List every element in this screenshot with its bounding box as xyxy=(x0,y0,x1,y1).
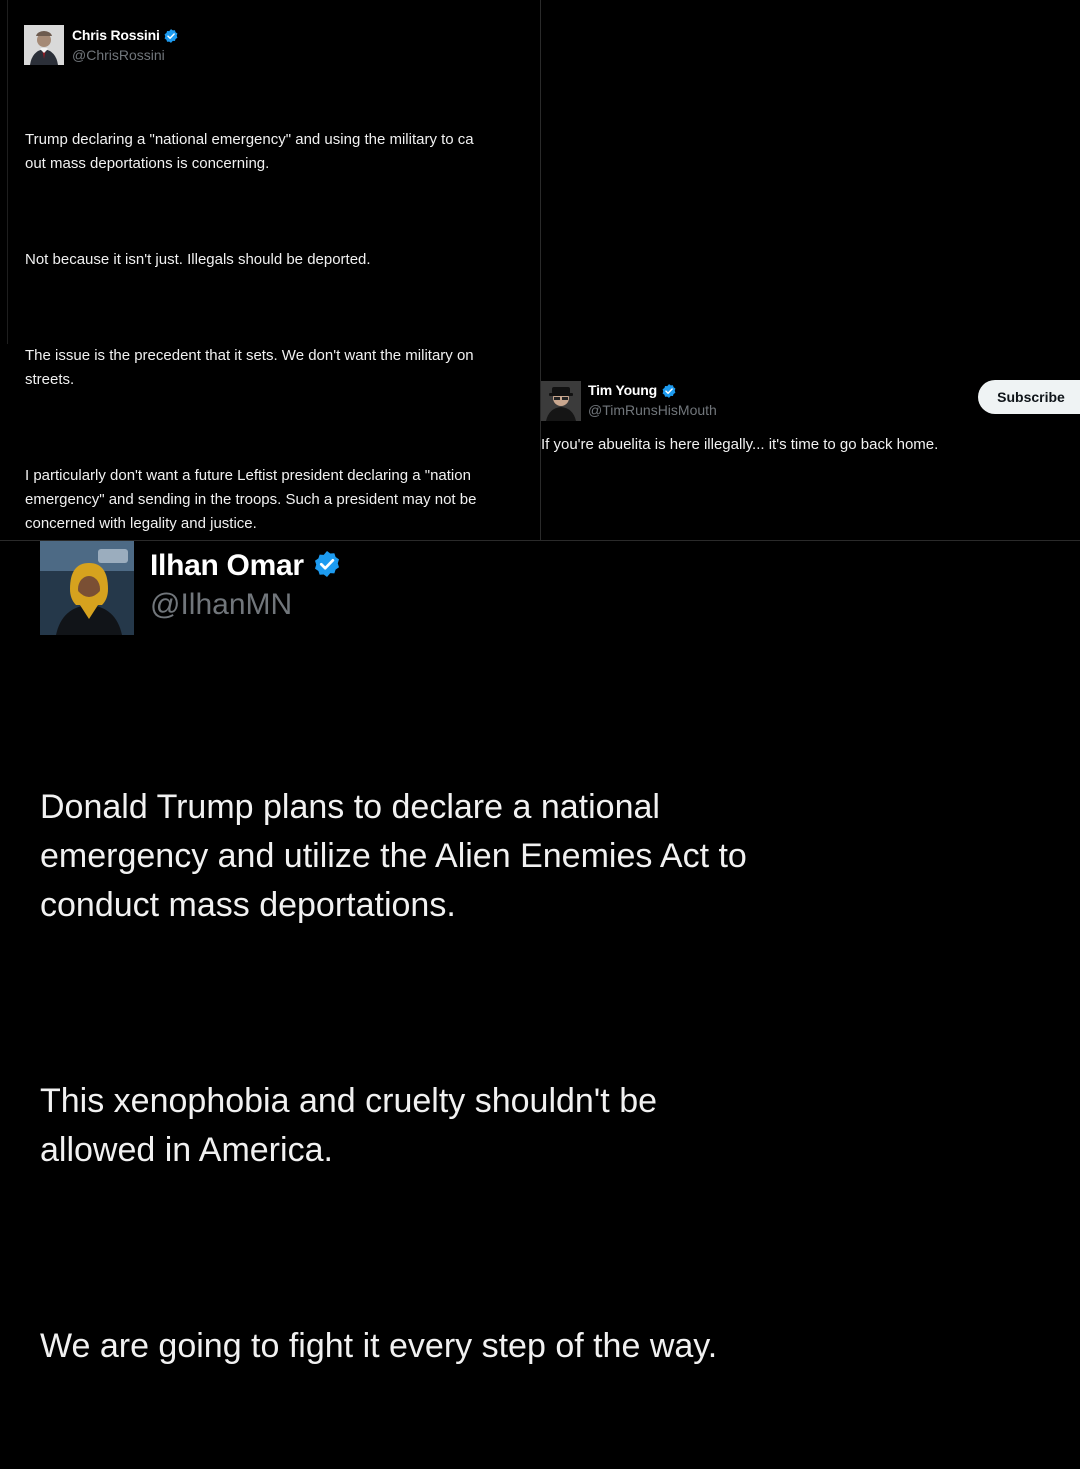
tweet-paragraph: Not because it isn't just. Illegals should be deported. xyxy=(25,251,371,268)
display-name[interactable] xyxy=(72,27,179,44)
avatar[interactable] xyxy=(40,541,134,635)
display-name-text: Tim Young xyxy=(588,382,657,398)
tweet-paragraph: Donald Trump plans to declare a national emergency and utilize the Alien Enemies Act to conduct mass deportations. xyxy=(40,788,747,924)
tweet-body xyxy=(25,80,585,584)
tweet-paragraph: We are going to fight it every step of the way. xyxy=(40,1327,718,1365)
user-handle[interactable]: @TimRunsHisMouth xyxy=(588,402,717,418)
display-name-text: Chris Rossini xyxy=(72,27,160,43)
tweet-paragraph: This xenophobia and cruelty shouldn't be allowed in America. xyxy=(40,1082,658,1169)
tweet-ilhan-omar xyxy=(0,541,1080,1365)
tweet-body: If you're abuelita is here illegally... it's time to go back home. xyxy=(541,436,939,453)
user-handle[interactable]: @ChrisRossini xyxy=(72,47,165,63)
tweet-chris-rossini xyxy=(0,0,540,540)
display-name[interactable] xyxy=(150,549,342,583)
user-handle[interactable]: @IlhanMN xyxy=(150,588,293,621)
verified-badge-icon xyxy=(661,383,677,399)
verified-badge-icon xyxy=(312,549,342,579)
display-name[interactable] xyxy=(588,382,677,399)
verified-badge-icon xyxy=(163,28,179,44)
display-name-text: Ilhan Omar xyxy=(150,549,304,582)
empty-panel xyxy=(541,0,1080,378)
tweet-paragraph: I particularly don't want a future Leftist president declaring a "nation emergency" and sending in the troops. Such a president may not be concerned with legality and justice. xyxy=(25,467,477,532)
subscribe-button[interactable]: Subscribe xyxy=(978,380,1080,414)
avatar[interactable] xyxy=(541,381,581,421)
tweet-body xyxy=(40,685,1040,1469)
thread-rail xyxy=(7,0,8,344)
tweet-paragraph: The issue is the precedent that it sets. We don't want the military on streets. xyxy=(25,347,474,388)
avatar[interactable] xyxy=(24,25,64,65)
tweet-tim-young xyxy=(541,378,1080,540)
tweet-paragraph: Trump declaring a "national emergency" and using the military to ca out mass deportations is concerning. xyxy=(25,131,474,172)
